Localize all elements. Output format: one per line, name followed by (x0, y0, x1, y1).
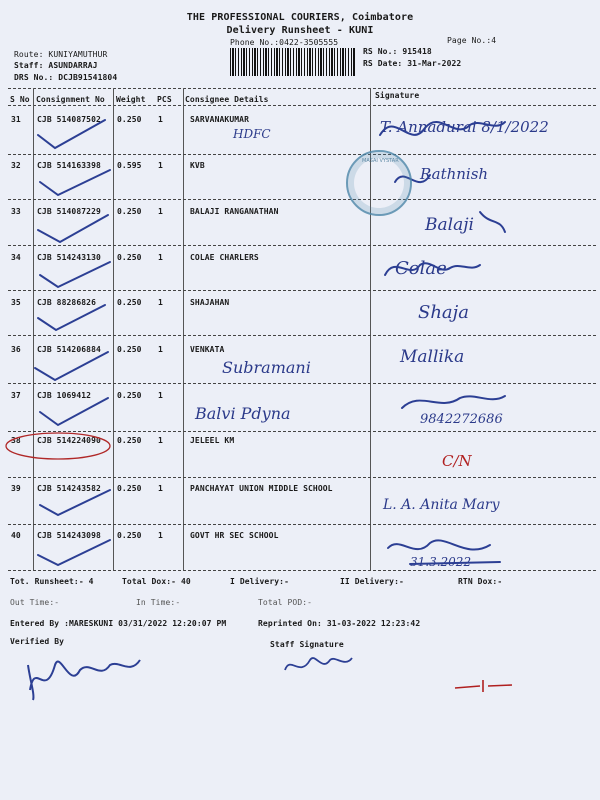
red-mark (455, 680, 512, 692)
row-weight: 0.595 (117, 161, 142, 170)
drs-number: DRS No.: DCJB91541804 (14, 73, 118, 82)
rs-date: RS Date: 31-Mar-2022 (363, 59, 462, 68)
row-consignment: CJB 88286826 (37, 298, 96, 307)
entered-by: Entered By :MARESKUNI 03/31/2022 12:20:07 PM (10, 619, 227, 628)
row-weight: 0.250 (117, 298, 142, 307)
in-time: In Time:- (136, 598, 181, 607)
col-consignment: Consignment No (36, 95, 105, 104)
check-mark-icon (35, 352, 108, 380)
page-number: Page No.:4 (447, 36, 497, 45)
verifier-signature (30, 660, 140, 690)
row-weight: 0.250 (117, 436, 142, 445)
check-mark-icon (40, 490, 110, 515)
row-weight: 0.250 (117, 345, 142, 354)
row-consignment: CJB 514224090 (37, 436, 101, 445)
total-dox: Total Dox:- 40 (122, 577, 191, 586)
reprinted-on: Reprinted On: 31-03-2022 12:23:42 (258, 619, 421, 628)
row-signature: 9842272686 (420, 412, 503, 427)
route: Route: KUNIYAMUTHUR (14, 50, 108, 59)
row-consignment: CJB 514087502 (37, 115, 101, 124)
row-consignee: KVB (190, 161, 205, 170)
red-circle-highlight (6, 433, 110, 459)
rs-number: RS No.: 915418 (363, 47, 432, 56)
row-pcs: 1 (158, 115, 163, 124)
runsheet-title: Delivery Runsheet - KUNI (226, 25, 374, 36)
row-signature: Balaji (425, 215, 474, 235)
row-consignment: CJB 514206884 (37, 345, 101, 354)
row-sno: 35 (11, 298, 21, 307)
row-consignee: JELEEL KM (190, 436, 235, 445)
check-mark-icon (38, 540, 110, 565)
company-title: THE PROFESSIONAL COURIERS, Coimbatore (186, 12, 414, 23)
row-weight: 0.250 (117, 531, 142, 540)
check-mark-icon (40, 398, 108, 425)
row-consignment: CJB 514243130 (37, 253, 101, 262)
row-consignee: PANCHAYAT UNION MIDDLE SCHOOL (190, 484, 333, 493)
staff: Staff: ASUNDARRAJ (14, 61, 98, 70)
row-signature: Shaja (418, 302, 469, 323)
col-consignee: Consignee Details (185, 95, 269, 104)
rtn-dox: RTN Dox:- (458, 577, 503, 586)
row-consignee: GOVT HR SEC SCHOOL (190, 531, 279, 540)
row-pcs: 1 (158, 531, 163, 540)
row-consignment: CJB 1069412 (37, 391, 92, 400)
row-sno: 37 (11, 391, 21, 400)
row-signature: Mallika (400, 347, 465, 367)
row-weight: 0.250 (117, 484, 142, 493)
check-mark-icon (38, 120, 105, 148)
row-weight: 0.250 (117, 391, 142, 400)
row-consignee: SHAJAHAN (190, 298, 230, 307)
row-signature-date: 31.3.2022 (410, 555, 472, 569)
col-sno: S No (10, 95, 30, 104)
company-stamp (346, 150, 412, 216)
check-mark-icon (40, 170, 110, 195)
staff-signature-scribble (285, 658, 352, 670)
row-weight: 0.250 (117, 207, 142, 216)
row-sno: 31 (11, 115, 21, 124)
phone-number: Phone No.:0422-3505555 (230, 38, 339, 47)
row-sno: 34 (11, 253, 21, 262)
row-pcs: 1 (158, 298, 163, 307)
stamp-text: MASAI VYSTAR (362, 158, 399, 164)
row-sno: 36 (11, 345, 21, 354)
row-handwritten-note: HDFC (233, 127, 271, 141)
check-mark-icon (38, 305, 105, 330)
row-consignee: VENKATA (190, 345, 225, 354)
i-delivery: I Delivery:- (230, 577, 289, 586)
row-pcs: 1 (158, 207, 163, 216)
row-signature: Rathnish (420, 165, 489, 183)
col-weight: Weight (116, 95, 146, 104)
row-signature: L. A. Anita Mary (383, 497, 500, 513)
row-consignment: CJB 514087229 (37, 207, 101, 216)
row-consignee: COLAE CHARLERS (190, 253, 259, 262)
row-sno: 38 (11, 436, 21, 445)
row-sno: 39 (11, 484, 21, 493)
staff-signature-label: Staff Signature (270, 640, 344, 649)
total-runsheet: Tot. Runsheet:- 4 (10, 577, 94, 586)
row-sno: 32 (11, 161, 21, 170)
row-pcs: 1 (158, 484, 163, 493)
col-pcs: PCS (157, 95, 172, 104)
row-sno: 40 (11, 531, 21, 540)
row-pcs: 1 (158, 391, 163, 400)
row-consignment: CJB 514243098 (37, 531, 101, 540)
row-weight: 0.250 (117, 253, 142, 262)
col-signature: Signature (375, 91, 420, 100)
check-mark-icon (38, 215, 108, 242)
check-mark-icon (40, 262, 110, 287)
row-signature: T. Annadurai 8/1/2022 (380, 118, 549, 136)
total-pod: Total POD:- (258, 598, 313, 607)
row-handwritten-note: Balvi Pdyna (195, 404, 291, 423)
row-consignment: CJB 514243582 (37, 484, 101, 493)
row-signature: C/N (442, 452, 472, 470)
row-pcs: 1 (158, 345, 163, 354)
row-pcs: 1 (158, 253, 163, 262)
verified-by-label: Verified By (10, 637, 65, 646)
out-time: Out Time:- (10, 598, 60, 607)
row-signature: Colae (395, 258, 447, 279)
ii-delivery: II Delivery:- (340, 577, 404, 586)
row-weight: 0.250 (117, 115, 142, 124)
row-consignee: BALAJI RANGANATHAN (190, 207, 279, 216)
row-pcs: 1 (158, 436, 163, 445)
row-sno: 33 (11, 207, 21, 216)
row-pcs: 1 (158, 161, 163, 170)
row-consignee: SARVANAKUMAR (190, 115, 249, 124)
row-handwritten-note: Subramani (222, 358, 311, 377)
row-consignment: CJB 514163398 (37, 161, 101, 170)
